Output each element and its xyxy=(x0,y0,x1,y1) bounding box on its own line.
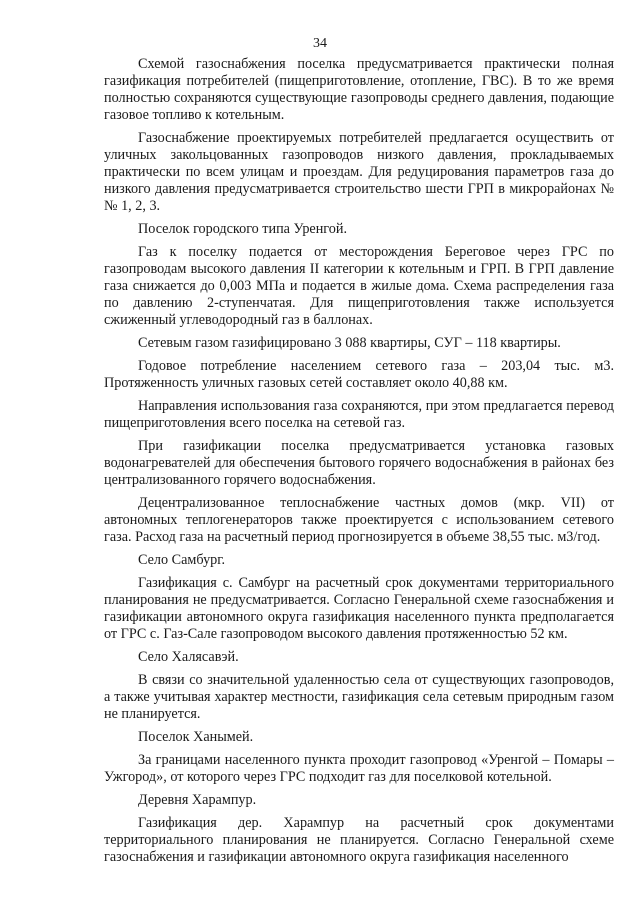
paragraph-urengoy-usage-directions: Направления использования газа сохраняются, при этом предлагается перевод пищеприготовления всего поселка на сетевой газ. xyxy=(104,398,614,431)
paragraph-khalyasavey-gasification: В связи со значительной удаленностью села от существующих газопроводов, а также учитывая характер местности, газификация села сетевым природным газом не планируется. xyxy=(104,672,614,722)
paragraph-urengoy-gasified-apartments: Сетевым газом газифицировано 3 088 квартиры, СУГ – 118 квартиры. xyxy=(138,335,561,351)
heading-khalyasavey: Село Халясавэй. xyxy=(138,649,239,665)
heading-kharampur: Деревня Харампур. xyxy=(138,792,257,808)
paragraph-samburg-gasification: Газификация с. Самбург на расчетный срок документами территориального планирования не предусматривается. Согласно Генеральной схеме газоснабжения и газификации автономного округа газификация населенного пункта предполагается от ГРС с. Газ-Сале газопроводом высокого давления протяженностью 52 км. xyxy=(104,575,614,642)
heading-urengoy: Поселок городского типа Уренгой. xyxy=(138,221,348,237)
paragraph-gas-scheme-overview: Схемой газоснабжения поселка предусматривается практически полная газификация потребителей (пищеприготовление, отопление, ГВС). В то же время полностью сохраняются существующие газопроводы среднего давления, подающие газовое топливо к котельным. xyxy=(104,56,614,123)
paragraph-urengoy-annual-consumption: Годовое потребление населением сетевого газа – 203,04 тыс. м3. Протяженность уличных газовых сетей составляет около 40,88 км. xyxy=(104,358,614,391)
paragraph-urengoy-gas-source: Газ к поселку подается от месторождения Береговое через ГРС по газопроводам высокого давления II категории к котельным и ГРП. В ГРП давление газа снижается до 0,003 МПа и подается в жилые дома. Схема распределения газа по давлению 2-ступенчатая. Для пищеприготовления также используется сжиженный углеводородный газ в баллонах. xyxy=(104,244,614,328)
paragraph-khanymey-pipeline: За границами населенного пункта проходит газопровод «Уренгой – Помары – Ужгород», от которого через ГРС подходит газ для поселковой котельной. xyxy=(104,752,614,785)
heading-samburg: Село Самбург. xyxy=(138,552,226,568)
paragraph-urengoy-water-heaters: При газификации поселка предусматривается установка газовых водонагревателей для обеспечения бытового горячего водоснабжения в районах без централизованного горячего водоснабжения. xyxy=(104,438,614,488)
paragraph-kharampur-gasification: Газификация дер. Харампур на расчетный срок документами территориального планирования не планируется. Согласно Генеральной схеме газоснабжения и газификации автономного округа газификация населенного xyxy=(104,815,614,865)
document-body xyxy=(104,56,614,866)
heading-khanymey: Поселок Ханымей. xyxy=(138,729,254,745)
paragraph-urengoy-decentralized-heating: Децентрализованное теплоснабжение частных домов (мкр. VII) от автономных теплогенераторов также проектируется с использованием сетевого газа. Расход газа на расчетный период прогнозируется в объеме 38,55 тыс. м3/год. xyxy=(104,495,614,545)
paragraph-new-consumers-supply: Газоснабжение проектируемых потребителей предлагается осуществить от уличных закольцованных газопроводов низкого давления, прокладываемых практически по всем улицам и проездам. Для редуцирования параметров газа до низкого давления предусматривается строительство шести ГРП в микрорайонах №№ 1, 2, 3. xyxy=(104,130,614,214)
page-number: 34 xyxy=(313,36,327,51)
